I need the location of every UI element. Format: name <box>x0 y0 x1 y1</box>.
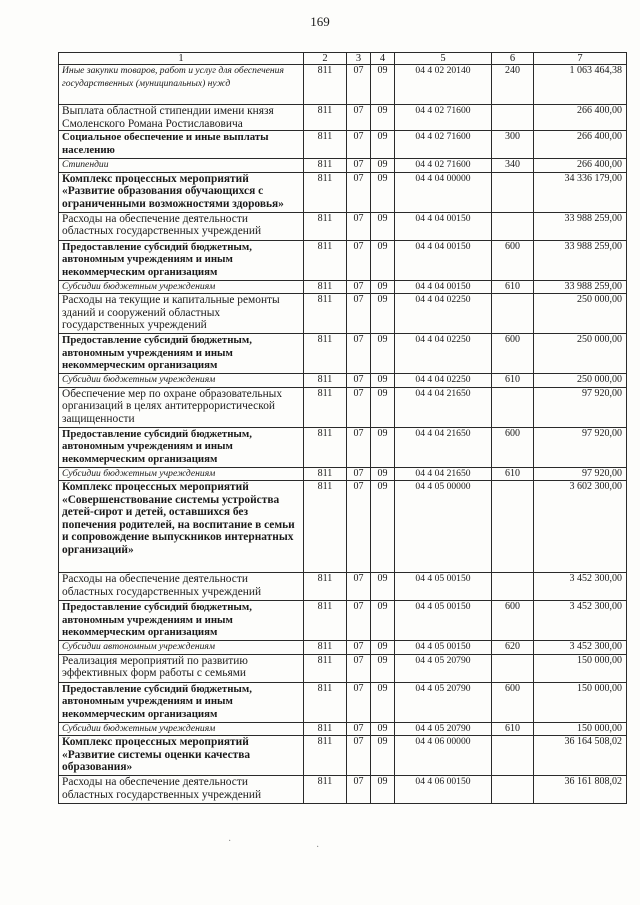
table-row <box>59 467 627 481</box>
table-row <box>59 212 627 240</box>
row-description: Расходы на обеспечение деятельности областных государственных учреждений <box>59 212 304 240</box>
row-target-article: 04 4 04 21650 <box>395 467 492 481</box>
header-col-7: 7 <box>534 53 627 65</box>
row-ministry-code: 811 <box>304 159 347 173</box>
row-target-article: 04 4 04 00000 <box>395 172 492 212</box>
row-target-article: 04 4 06 00150 <box>395 776 492 804</box>
row-ministry-code: 811 <box>304 172 347 212</box>
row-section-code: 07 <box>347 212 371 240</box>
row-amount: 150 000,00 <box>534 682 627 722</box>
row-expense-type: 600 <box>492 240 534 280</box>
row-description: Иные закупки товаров, работ и услуг для обеспечения государственных (муниципальных) нужд <box>59 65 304 105</box>
row-subsection-code: 09 <box>371 654 395 682</box>
table-row <box>59 172 627 212</box>
row-subsection-code: 09 <box>371 240 395 280</box>
row-expense-type: 600 <box>492 601 534 641</box>
row-expense-type <box>492 573 534 601</box>
row-ministry-code: 811 <box>304 65 347 105</box>
row-ministry-code: 811 <box>304 280 347 294</box>
row-ministry-code: 811 <box>304 654 347 682</box>
row-ministry-code: 811 <box>304 481 347 573</box>
row-description: Выплата областной стипендии имени князя Смоленского Романа Ростиславовича <box>59 105 304 131</box>
row-expense-type: 300 <box>492 131 534 159</box>
table-row <box>59 654 627 682</box>
row-subsection-code: 09 <box>371 65 395 105</box>
budget-table <box>58 52 627 804</box>
row-target-article: 04 4 02 71600 <box>395 159 492 173</box>
row-section-code: 07 <box>347 65 371 105</box>
row-expense-type: 610 <box>492 467 534 481</box>
row-ministry-code: 811 <box>304 427 347 467</box>
table-row <box>59 427 627 467</box>
row-ministry-code: 811 <box>304 776 347 804</box>
row-amount: 36 164 508,02 <box>534 736 627 776</box>
row-amount: 150 000,00 <box>534 722 627 736</box>
row-expense-type: 240 <box>492 65 534 105</box>
row-description: Социальное обеспечение и иные выплаты населению <box>59 131 304 159</box>
row-amount: 3 452 300,00 <box>534 641 627 655</box>
row-expense-type: 600 <box>492 334 534 374</box>
row-section-code: 07 <box>347 387 371 427</box>
row-ministry-code: 811 <box>304 131 347 159</box>
row-ministry-code: 811 <box>304 212 347 240</box>
row-target-article: 04 4 04 00150 <box>395 212 492 240</box>
table-row <box>59 131 627 159</box>
row-expense-type <box>492 172 534 212</box>
table-row <box>59 776 627 804</box>
row-subsection-code: 09 <box>371 573 395 601</box>
row-ministry-code: 811 <box>304 601 347 641</box>
row-description: Стипендии <box>59 159 304 173</box>
row-ministry-code: 811 <box>304 294 347 334</box>
table-row <box>59 374 627 388</box>
row-description: Расходы на текущие и капитальные ремонты зданий и сооружений областных государственных учреждений <box>59 294 304 334</box>
row-section-code: 07 <box>347 131 371 159</box>
row-amount: 33 988 259,00 <box>534 280 627 294</box>
row-expense-type <box>492 105 534 131</box>
row-target-article: 04 4 05 20790 <box>395 722 492 736</box>
table-row <box>59 105 627 131</box>
row-subsection-code: 09 <box>371 722 395 736</box>
row-target-article: 04 4 04 02250 <box>395 294 492 334</box>
row-target-article: 04 4 04 00150 <box>395 240 492 280</box>
row-amount: 266 400,00 <box>534 105 627 131</box>
row-description: Обеспечение мер по охране образовательных организаций в целях антитеррористической защищенности <box>59 387 304 427</box>
row-target-article: 04 4 04 02250 <box>395 374 492 388</box>
row-target-article: 04 4 02 20140 <box>395 65 492 105</box>
row-expense-type <box>492 736 534 776</box>
row-expense-type: 610 <box>492 722 534 736</box>
row-expense-type: 340 <box>492 159 534 173</box>
row-subsection-code: 09 <box>371 334 395 374</box>
row-expense-type: 620 <box>492 641 534 655</box>
row-description: Комплекс процессных мероприятий «Совершенствование системы устройства детей-сирот и детей, оставшихся без попечения родителей, на воспитание в семьи и сопровождение выпускников интернатных организаций» <box>59 481 304 573</box>
row-expense-type <box>492 212 534 240</box>
row-amount: 3 602 300,00 <box>534 481 627 573</box>
row-amount: 266 400,00 <box>534 159 627 173</box>
row-section-code: 07 <box>347 334 371 374</box>
row-target-article: 04 4 02 71600 <box>395 131 492 159</box>
row-subsection-code: 09 <box>371 601 395 641</box>
row-amount: 3 452 300,00 <box>534 573 627 601</box>
page-number: 169 <box>310 14 330 29</box>
row-description: Комплекс процессных мероприятий «Развитие образования обучающихся с ограниченными возможностями здоровья» <box>59 172 304 212</box>
row-amount: 250 000,00 <box>534 334 627 374</box>
row-subsection-code: 09 <box>371 776 395 804</box>
row-ministry-code: 811 <box>304 334 347 374</box>
row-section-code: 07 <box>347 641 371 655</box>
header-row <box>59 53 627 65</box>
row-subsection-code: 09 <box>371 427 395 467</box>
row-ministry-code: 811 <box>304 573 347 601</box>
row-amount: 33 988 259,00 <box>534 212 627 240</box>
row-subsection-code: 09 <box>371 212 395 240</box>
row-description: Субсидии бюджетным учреждениям <box>59 374 304 388</box>
row-section-code: 07 <box>347 654 371 682</box>
table-row <box>59 682 627 722</box>
table-row <box>59 334 627 374</box>
row-subsection-code: 09 <box>371 481 395 573</box>
row-section-code: 07 <box>347 159 371 173</box>
row-amount: 97 920,00 <box>534 387 627 427</box>
row-description: Субсидии автономным учреждениям <box>59 641 304 655</box>
row-expense-type: 610 <box>492 280 534 294</box>
row-section-code: 07 <box>347 573 371 601</box>
row-expense-type <box>492 654 534 682</box>
header-col-2: 2 <box>304 53 347 65</box>
row-section-code: 07 <box>347 294 371 334</box>
row-amount: 1 063 464,38 <box>534 65 627 105</box>
row-amount: 36 161 808,02 <box>534 776 627 804</box>
header-col-6: 6 <box>492 53 534 65</box>
row-subsection-code: 09 <box>371 736 395 776</box>
row-amount: 150 000,00 <box>534 654 627 682</box>
table-row <box>59 387 627 427</box>
row-subsection-code: 09 <box>371 105 395 131</box>
row-description: Предоставление субсидий бюджетным, автономным учреждениям и иным некоммерческим организациям <box>59 240 304 280</box>
row-amount: 250 000,00 <box>534 294 627 334</box>
scan-speck: · <box>228 836 232 847</box>
row-amount: 33 988 259,00 <box>534 240 627 280</box>
row-ministry-code: 811 <box>304 736 347 776</box>
header-col-3: 3 <box>347 53 371 65</box>
row-ministry-code: 811 <box>304 105 347 131</box>
row-section-code: 07 <box>347 467 371 481</box>
row-target-article: 04 4 04 00150 <box>395 280 492 294</box>
row-ministry-code: 811 <box>304 467 347 481</box>
row-target-article: 04 4 05 00150 <box>395 601 492 641</box>
table-row <box>59 722 627 736</box>
row-ministry-code: 811 <box>304 387 347 427</box>
row-subsection-code: 09 <box>371 172 395 212</box>
table-row <box>59 736 627 776</box>
row-expense-type <box>492 294 534 334</box>
row-description: Реализация мероприятий по развитию эффективных форм работы с семьями <box>59 654 304 682</box>
row-description: Предоставление субсидий бюджетным, автономным учреждениям и иным некоммерческим организациям <box>59 334 304 374</box>
row-target-article: 04 4 04 21650 <box>395 387 492 427</box>
row-subsection-code: 09 <box>371 280 395 294</box>
row-target-article: 04 4 05 20790 <box>395 682 492 722</box>
row-subsection-code: 09 <box>371 374 395 388</box>
table-row <box>59 159 627 173</box>
row-target-article: 04 4 05 00000 <box>395 481 492 573</box>
row-target-article: 04 4 05 00150 <box>395 641 492 655</box>
table-row <box>59 280 627 294</box>
row-section-code: 07 <box>347 601 371 641</box>
row-description: Расходы на обеспечение деятельности областных государственных учреждений <box>59 573 304 601</box>
row-subsection-code: 09 <box>371 467 395 481</box>
table-row <box>59 601 627 641</box>
row-target-article: 04 4 04 02250 <box>395 334 492 374</box>
row-section-code: 07 <box>347 374 371 388</box>
row-expense-type: 600 <box>492 682 534 722</box>
row-amount: 97 920,00 <box>534 467 627 481</box>
row-amount: 250 000,00 <box>534 374 627 388</box>
row-section-code: 07 <box>347 722 371 736</box>
row-ministry-code: 811 <box>304 374 347 388</box>
row-expense-type <box>492 387 534 427</box>
row-ministry-code: 811 <box>304 682 347 722</box>
header-col-4: 4 <box>371 53 395 65</box>
row-section-code: 07 <box>347 240 371 280</box>
row-expense-type <box>492 481 534 573</box>
row-description: Комплекс процессных мероприятий «Развитие системы оценки качества образования» <box>59 736 304 776</box>
row-ministry-code: 811 <box>304 240 347 280</box>
row-amount: 3 452 300,00 <box>534 601 627 641</box>
row-subsection-code: 09 <box>371 641 395 655</box>
row-section-code: 07 <box>347 736 371 776</box>
header-col-5: 5 <box>395 53 492 65</box>
row-description: Предоставление субсидий бюджетным, автономным учреждениям и иным некоммерческим организациям <box>59 682 304 722</box>
row-subsection-code: 09 <box>371 131 395 159</box>
row-description: Предоставление субсидий бюджетным, автономным учреждениям и иным некоммерческим организациям <box>59 427 304 467</box>
row-expense-type: 600 <box>492 427 534 467</box>
row-expense-type <box>492 776 534 804</box>
row-amount: 34 336 179,00 <box>534 172 627 212</box>
row-amount: 266 400,00 <box>534 131 627 159</box>
row-description: Предоставление субсидий бюджетным, автономным учреждениям и иным некоммерческим организациям <box>59 601 304 641</box>
row-description: Субсидии бюджетным учреждениям <box>59 280 304 294</box>
header-col-1: 1 <box>59 53 304 65</box>
row-description: Субсидии бюджетным учреждениям <box>59 467 304 481</box>
row-target-article: 04 4 05 00150 <box>395 573 492 601</box>
row-description: Расходы на обеспечение деятельности областных государственных учреждений <box>59 776 304 804</box>
row-amount: 97 920,00 <box>534 427 627 467</box>
scan-speck: · <box>316 842 320 853</box>
table-row <box>59 240 627 280</box>
row-subsection-code: 09 <box>371 387 395 427</box>
row-subsection-code: 09 <box>371 159 395 173</box>
row-ministry-code: 811 <box>304 641 347 655</box>
row-expense-type: 610 <box>492 374 534 388</box>
row-section-code: 07 <box>347 105 371 131</box>
row-subsection-code: 09 <box>371 682 395 722</box>
table-row <box>59 294 627 334</box>
row-target-article: 04 4 02 71600 <box>395 105 492 131</box>
table-row <box>59 481 627 573</box>
table-row <box>59 573 627 601</box>
row-target-article: 04 4 05 20790 <box>395 654 492 682</box>
row-target-article: 04 4 06 00000 <box>395 736 492 776</box>
row-section-code: 07 <box>347 481 371 573</box>
table-row <box>59 65 627 105</box>
row-description: Субсидии бюджетным учреждениям <box>59 722 304 736</box>
row-section-code: 07 <box>347 172 371 212</box>
table-row <box>59 641 627 655</box>
row-target-article: 04 4 04 21650 <box>395 427 492 467</box>
row-section-code: 07 <box>347 776 371 804</box>
row-section-code: 07 <box>347 280 371 294</box>
row-section-code: 07 <box>347 427 371 467</box>
row-subsection-code: 09 <box>371 294 395 334</box>
row-section-code: 07 <box>347 682 371 722</box>
row-ministry-code: 811 <box>304 722 347 736</box>
